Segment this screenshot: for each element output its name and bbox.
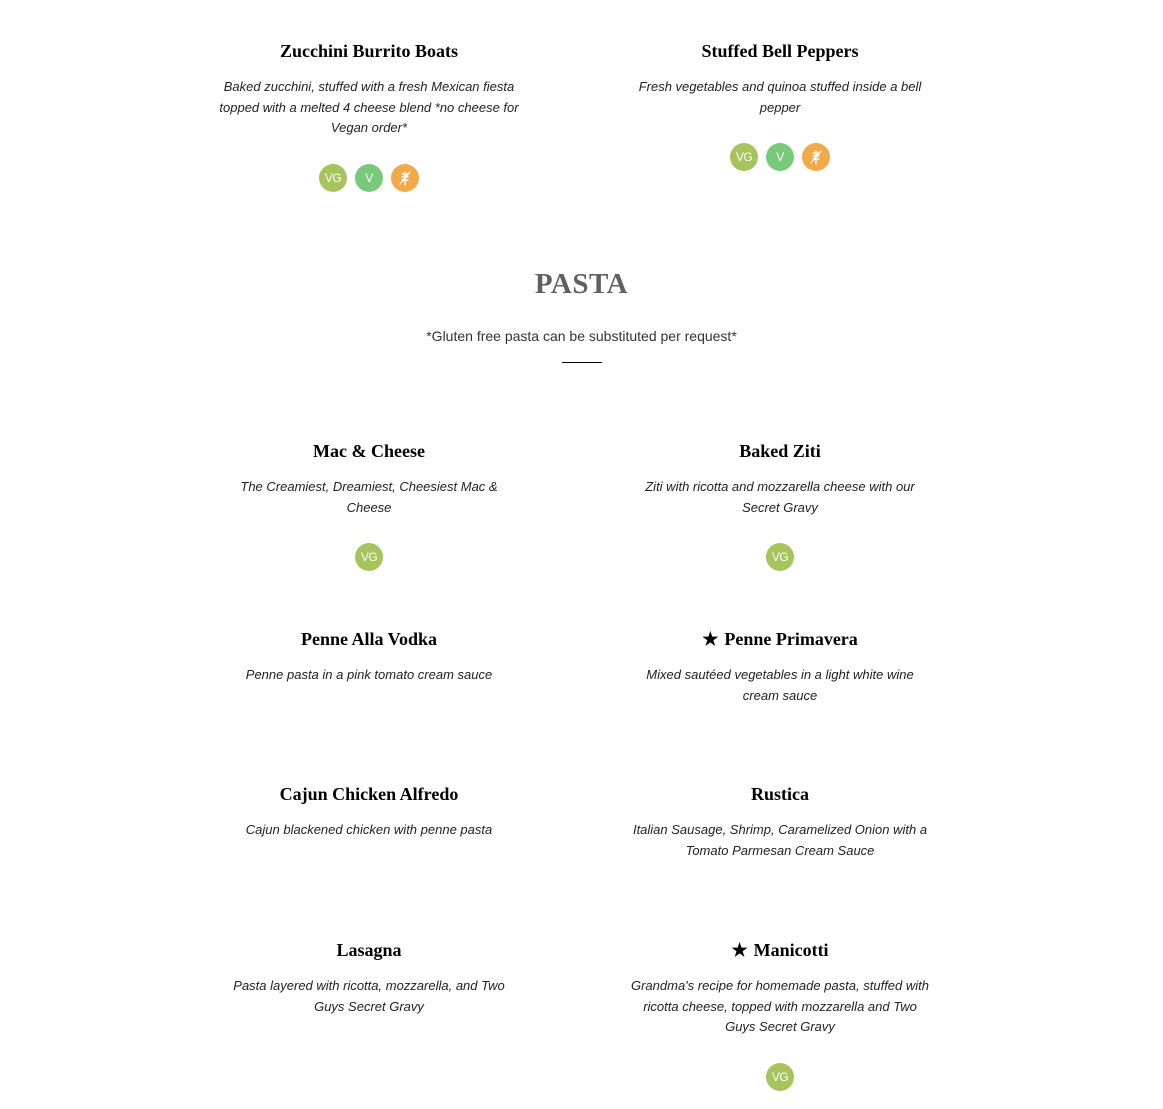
item-title-row <box>620 628 940 650</box>
item-title-row <box>620 939 940 961</box>
vegan-icon: V <box>355 164 383 192</box>
item-description: Cajun blackened chicken with penne pasta <box>245 822 493 837</box>
vegetarian-icon: VG <box>766 543 794 571</box>
vegetarian-icon: VG <box>355 543 383 571</box>
gluten-free-icon <box>391 164 419 192</box>
section-title: PASTA <box>534 268 629 300</box>
item-title: Lasagna <box>336 940 402 960</box>
menu-item-zucchini-burrito-boats <box>209 40 529 192</box>
item-description: Ziti with ricotta and mozzarella cheese with our Secret Gravy <box>645 479 915 515</box>
diet-badges <box>209 543 529 571</box>
item-description: Mixed sautéed vegetables in a light white wine cream sauce <box>646 667 914 703</box>
section-divider <box>562 362 602 363</box>
gluten-free-icon <box>802 143 830 171</box>
item-description: Italian Sausage, Shrimp, Caramelized Onion with a Tomato Parmesan Cream Sauce <box>632 822 928 858</box>
menu-item-lasagna <box>209 939 529 1017</box>
vegetarian-icon: VG <box>730 143 758 171</box>
item-description: Pasta layered with ricotta, mozzarella, and Two Guys Secret Gravy <box>233 978 505 1014</box>
diet-badges <box>620 143 940 171</box>
item-title: Baked Ziti <box>739 441 821 461</box>
item-description: The Creamiest, Dreamiest, Cheesiest Mac & Cheese <box>240 479 498 515</box>
item-title: Cajun Chicken Alfredo <box>279 784 459 804</box>
menu-item-rustica <box>620 783 940 861</box>
menu-item-cajun-chicken-alfredo <box>209 783 529 841</box>
diet-badges <box>620 543 940 571</box>
diet-badges <box>209 164 529 192</box>
item-description: Grandma's recipe for homemade pasta, stuffed with ricotta cheese, topped with mozzarella and Two Guys Secret Gravy <box>630 978 930 1034</box>
menu-item-penne-primavera <box>620 628 940 706</box>
item-description: Penne pasta in a pink tomato cream sauce <box>245 667 493 682</box>
item-title: Rustica <box>751 784 809 804</box>
menu-item-manicotti <box>620 939 940 1091</box>
star-icon: ★ <box>702 629 719 649</box>
menu-item-penne-alla-vodka <box>209 628 529 686</box>
vegan-icon: V <box>766 143 794 171</box>
item-description: Baked zucchini, stuffed with a fresh Mexican fiesta topped with a melted 4 cheese blend *no cheese for Vegan order* <box>219 79 519 135</box>
item-title: Penne Alla Vodka <box>300 629 438 649</box>
menu-item-stuffed-bell-peppers <box>620 40 940 171</box>
vegetarian-icon: VG <box>319 164 347 192</box>
menu-item-mac-and-cheese <box>209 440 529 571</box>
section-note: *Gluten free pasta can be substituted per request* <box>426 328 737 344</box>
item-title: Manicotti <box>753 940 829 960</box>
item-title: Mac & Cheese <box>313 441 425 461</box>
item-title: Zucchini Burrito Boats <box>279 41 458 61</box>
item-description: Fresh vegetables and quinoa stuffed inside a bell pepper <box>638 79 922 115</box>
item-title: Penne Primavera <box>724 629 858 649</box>
diet-badges <box>620 1063 940 1091</box>
vegetarian-icon: VG <box>766 1063 794 1091</box>
item-title: Stuffed Bell Peppers <box>701 41 859 61</box>
star-icon: ★ <box>731 940 748 960</box>
menu-item-baked-ziti <box>620 440 940 571</box>
